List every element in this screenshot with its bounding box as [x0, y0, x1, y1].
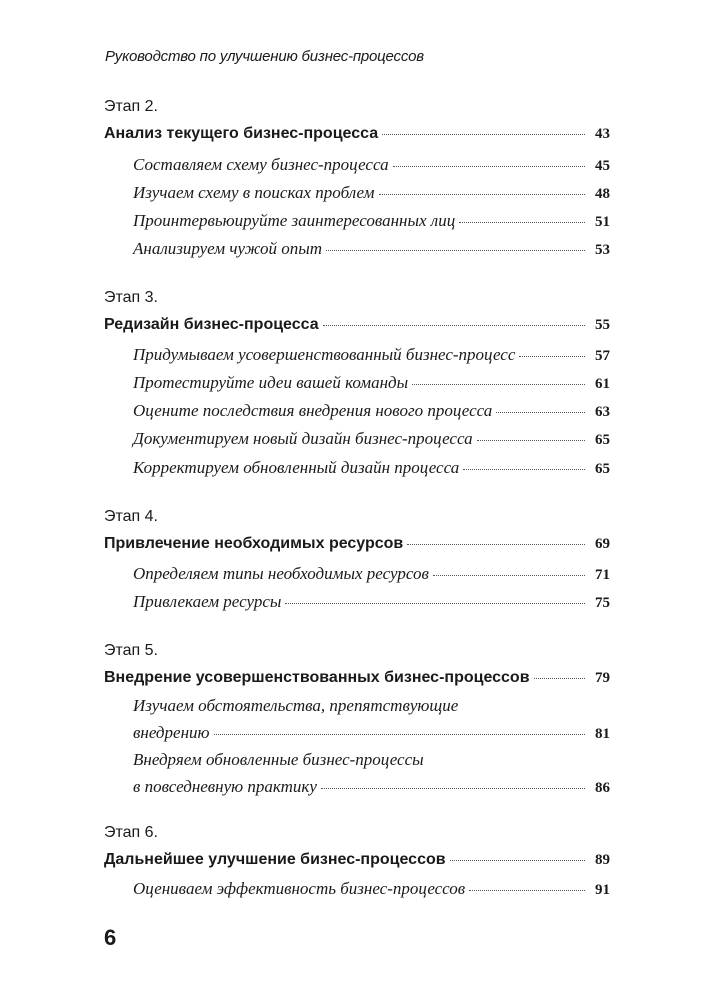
page-ref: 48	[595, 186, 610, 202]
toc-chapter[interactable]	[104, 535, 610, 553]
chapter-title: Анализ текущего бизнес-процесса	[104, 125, 379, 142]
toc-section[interactable]	[133, 879, 610, 899]
toc-section[interactable]	[133, 458, 610, 478]
page-ref: 63	[595, 404, 610, 420]
chapter-title: Редизайн бизнес-процесса	[104, 316, 319, 333]
toc-section[interactable]	[133, 401, 610, 421]
running-head: Руководство по улучшению бизнес-процессов	[105, 48, 424, 65]
page-ref: 61	[595, 376, 610, 392]
section-title: Изучаем схему в поисках проблем	[133, 183, 375, 202]
toc-section[interactable]	[133, 239, 610, 259]
toc-section[interactable]	[133, 345, 610, 365]
section-title-line1: Изучаем обстоятельства, препятствующие	[133, 696, 459, 715]
leader-dots	[407, 544, 585, 545]
stage-label: Этап 5.	[104, 642, 158, 659]
toc-section[interactable]	[133, 211, 610, 231]
page-ref: 71	[595, 567, 610, 583]
section-title: Придумываем усовершенствованный бизнес-процесс	[133, 345, 516, 364]
leader-dots	[496, 412, 585, 413]
leader-dots	[463, 469, 585, 470]
section-title-line2: внедрению	[133, 723, 210, 742]
leader-dots	[393, 166, 585, 167]
leader-dots	[379, 194, 585, 195]
page-ref: 53	[595, 242, 610, 258]
page-ref: 57	[595, 348, 610, 364]
leader-dots	[412, 384, 585, 385]
leader-dots	[382, 134, 585, 135]
toc-section[interactable]	[133, 183, 610, 203]
toc-section[interactable]	[133, 373, 610, 393]
section-title: Протестируйте идеи вашей команды	[133, 373, 409, 392]
page-ref: 43	[595, 126, 610, 142]
toc-section[interactable]	[133, 592, 610, 612]
leader-dots	[323, 325, 585, 326]
page-number: 6	[104, 925, 117, 950]
leader-dots	[469, 890, 585, 891]
page-ref: 81	[595, 726, 610, 742]
section-title: Анализируем чужой опыт	[133, 239, 323, 258]
stage-label: Этап 4.	[104, 508, 158, 525]
page-ref: 51	[595, 214, 610, 230]
toc-section[interactable]	[133, 750, 610, 797]
leader-dots	[326, 250, 585, 251]
toc-section[interactable]	[133, 696, 610, 743]
leader-dots	[459, 222, 585, 223]
section-title-line1: Внедряем обновленные бизнес-процессы	[133, 750, 424, 769]
toc-chapter[interactable]	[104, 851, 610, 869]
leader-dots	[477, 440, 585, 441]
page-ref: 65	[595, 432, 610, 448]
chapter-title: Дальнейшее улучшение бизнес-процессов	[104, 851, 446, 868]
leader-dots	[534, 678, 585, 679]
page-ref: 55	[595, 317, 610, 333]
section-title: Документируем новый дизайн бизнес-процесса	[133, 429, 473, 448]
section-title: Оцените последствия внедрения нового процесса	[133, 401, 493, 420]
leader-dots	[285, 603, 585, 604]
page-ref: 75	[595, 595, 610, 611]
page-ref: 86	[595, 780, 610, 796]
chapter-title: Внедрение усовершенствованных бизнес-процессов	[104, 669, 530, 686]
toc-chapter[interactable]	[104, 316, 610, 334]
page-ref: 79	[595, 670, 610, 686]
leader-dots	[450, 860, 585, 861]
stage-label: Этап 2.	[104, 98, 158, 115]
chapter-title: Привлечение необходимых ресурсов	[104, 535, 404, 552]
toc-chapter[interactable]	[104, 669, 610, 687]
toc-section[interactable]	[133, 155, 610, 175]
leader-dots	[433, 575, 585, 576]
leader-dots	[519, 356, 585, 357]
toc-section[interactable]	[133, 429, 610, 449]
toc-chapter[interactable]	[104, 125, 610, 143]
page-ref: 65	[595, 461, 610, 477]
section-title: Привлекаем ресурсы	[133, 592, 282, 611]
section-title: Определяем типы необходимых ресурсов	[133, 564, 429, 583]
leader-dots	[214, 734, 586, 735]
section-title: Составляем схему бизнес-процесса	[133, 155, 389, 174]
section-title: Корректируем обновленный дизайн процесса	[133, 458, 460, 477]
stage-label: Этап 3.	[104, 289, 158, 306]
toc-section[interactable]	[133, 564, 610, 584]
section-title: Оцениваем эффективность бизнес-процессов	[133, 879, 466, 898]
leader-dots	[321, 788, 585, 789]
page-ref: 91	[595, 882, 610, 898]
section-title-line2: в повседневную практику	[133, 777, 317, 796]
page-ref: 69	[595, 536, 610, 552]
stage-label: Этап 6.	[104, 824, 158, 841]
page-ref: 45	[595, 158, 610, 174]
section-title: Проинтервьюируйте заинтересованных лиц	[133, 211, 456, 230]
page-ref: 89	[595, 852, 610, 868]
